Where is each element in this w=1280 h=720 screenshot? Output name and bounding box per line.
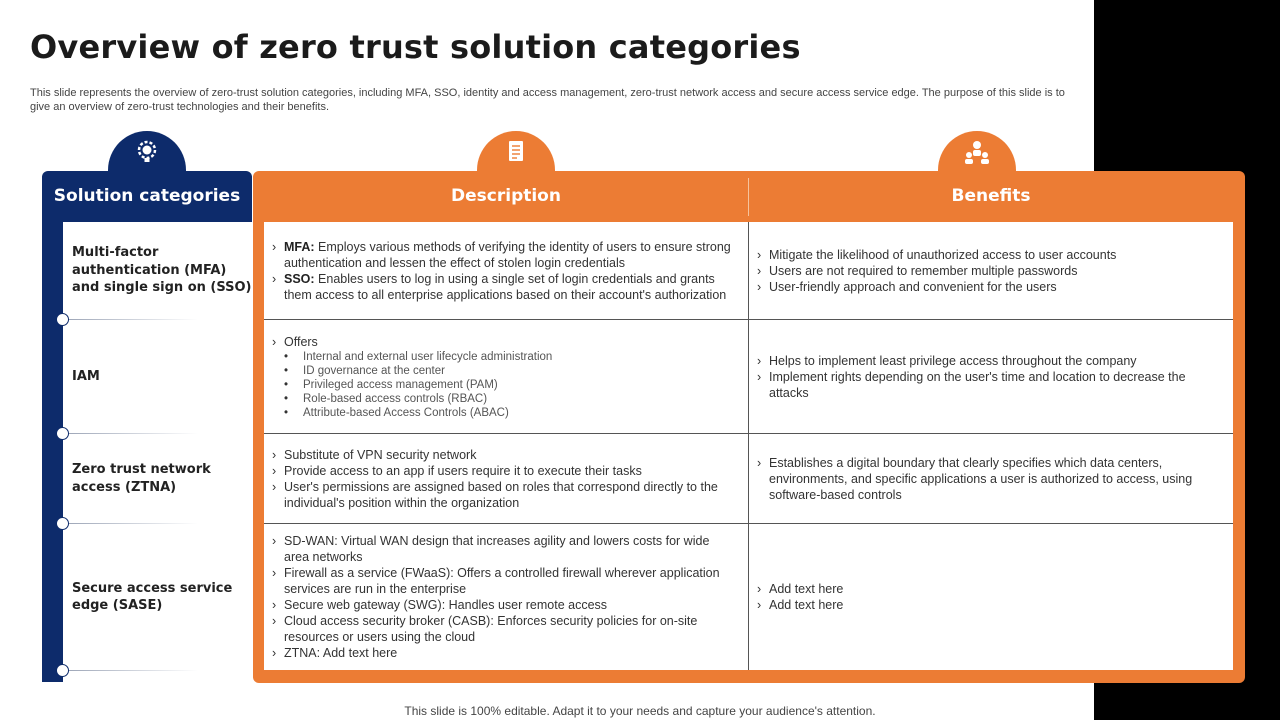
row-4-description	[264, 524, 734, 670]
sub-list-item: • Privileged access management (PAM)	[284, 378, 734, 392]
row-1-description	[264, 222, 734, 319]
list-item: › Cloud access security broker (CASB): Enforces security policies for on-site resources or users using the cloud	[264, 613, 734, 645]
list-item: › ZTNA: Add text here	[264, 645, 734, 661]
sub-list-item: • ID governance at the center	[284, 364, 734, 378]
separator-dot	[56, 664, 69, 677]
row-4-benefits	[749, 524, 1219, 670]
list-item: › Add text here	[749, 597, 1219, 613]
page-subtitle: This slide represents the overview of zero-trust solution categories, including MFA, SSO, identity and access management, zero-trust network access and secure access service edge. The purpose of this slide is to give an overview of zero-trust technologies and their benefits.	[30, 87, 1065, 113]
list-item: › Substitute of VPN security network	[264, 447, 734, 463]
description-icon-tab	[477, 131, 555, 175]
category-separator	[63, 670, 198, 671]
list-item: › Provide access to an app if users require it to execute their tasks	[264, 463, 734, 479]
row-3-benefits	[749, 434, 1199, 523]
list-item: › SD-WAN: Virtual WAN design that increases agility and lowers costs for wide area networks	[264, 533, 734, 565]
separator-dot	[56, 427, 69, 440]
page-title: Overview of zero trust solution categories	[30, 28, 801, 66]
category-iam: IAM	[72, 368, 100, 384]
category-mfa-sso: Multi-factor authentication (MFA) and single sign on (SSO)	[72, 245, 252, 296]
category-separator	[63, 433, 198, 434]
row-1-benefits	[749, 222, 1219, 319]
benefits-header: Benefits	[951, 186, 1031, 206]
category-separator	[63, 523, 198, 524]
categories-header: Solution categories	[53, 186, 241, 206]
row-3-description	[264, 434, 734, 523]
row-2-description	[264, 320, 734, 433]
list-item: › Users are not required to remember multiple passwords	[749, 263, 1219, 279]
description-header: Description	[451, 186, 561, 206]
category-separator	[63, 319, 198, 320]
list-item: › Mitigate the likelihood of unauthorized access to user accounts	[749, 247, 1219, 263]
list-item: › Establishes a digital boundary that clearly specifies which data centers, environments, and specific applications a user is authorized to access, using software-based controls	[749, 455, 1199, 503]
list-item: › User's permissions are assigned based on roles that correspond directly to the individual's position within the organization	[264, 479, 734, 511]
team-network-icon	[964, 139, 990, 165]
list-item: › SSO: Enables users to log in using a single set of login credentials and grants them access to all enterprise applications based on their account's authorization	[264, 271, 734, 303]
separator-dot	[56, 313, 69, 326]
document-icon	[503, 139, 529, 165]
separator-dot	[56, 517, 69, 530]
list-item: › Firewall as a service (FWaaS): Offers a controlled firewall wherever application services are run in the enterprise	[264, 565, 734, 597]
gear-lightbulb-icon	[134, 139, 160, 165]
categories-icon-tab	[108, 131, 186, 175]
list-item: › Implement rights depending on the user's time and location to decrease the attacks	[749, 369, 1221, 401]
sub-list-item: • Role-based access controls (RBAC)	[284, 392, 734, 406]
category-sase: Secure access service edge (SASE)	[72, 580, 233, 613]
list-item: › Secure web gateway (SWG): Handles user remote access	[264, 597, 734, 613]
benefits-icon-tab	[938, 131, 1016, 175]
sub-list-item: • Attribute-based Access Controls (ABAC)	[284, 406, 734, 420]
list-item: › Add text here	[749, 581, 1219, 597]
list-item: › Offers	[264, 334, 734, 350]
row-2-benefits	[749, 320, 1221, 433]
category-ztna: Zero trust network access (ZTNA)	[72, 462, 211, 495]
sub-list-item: • Internal and external user lifecycle administration	[284, 350, 734, 364]
list-item: › MFA: Employs various methods of verifying the identity of users to ensure strong authentication and lessen the effect of stolen login credentials	[264, 239, 734, 271]
list-item: › Helps to implement least privilege access throughout the company	[749, 353, 1221, 369]
footer-note: This slide is 100% editable. Adapt it to your needs and capture your audience's attention.	[404, 704, 876, 718]
list-item: › User-friendly approach and convenient for the users	[749, 279, 1219, 295]
